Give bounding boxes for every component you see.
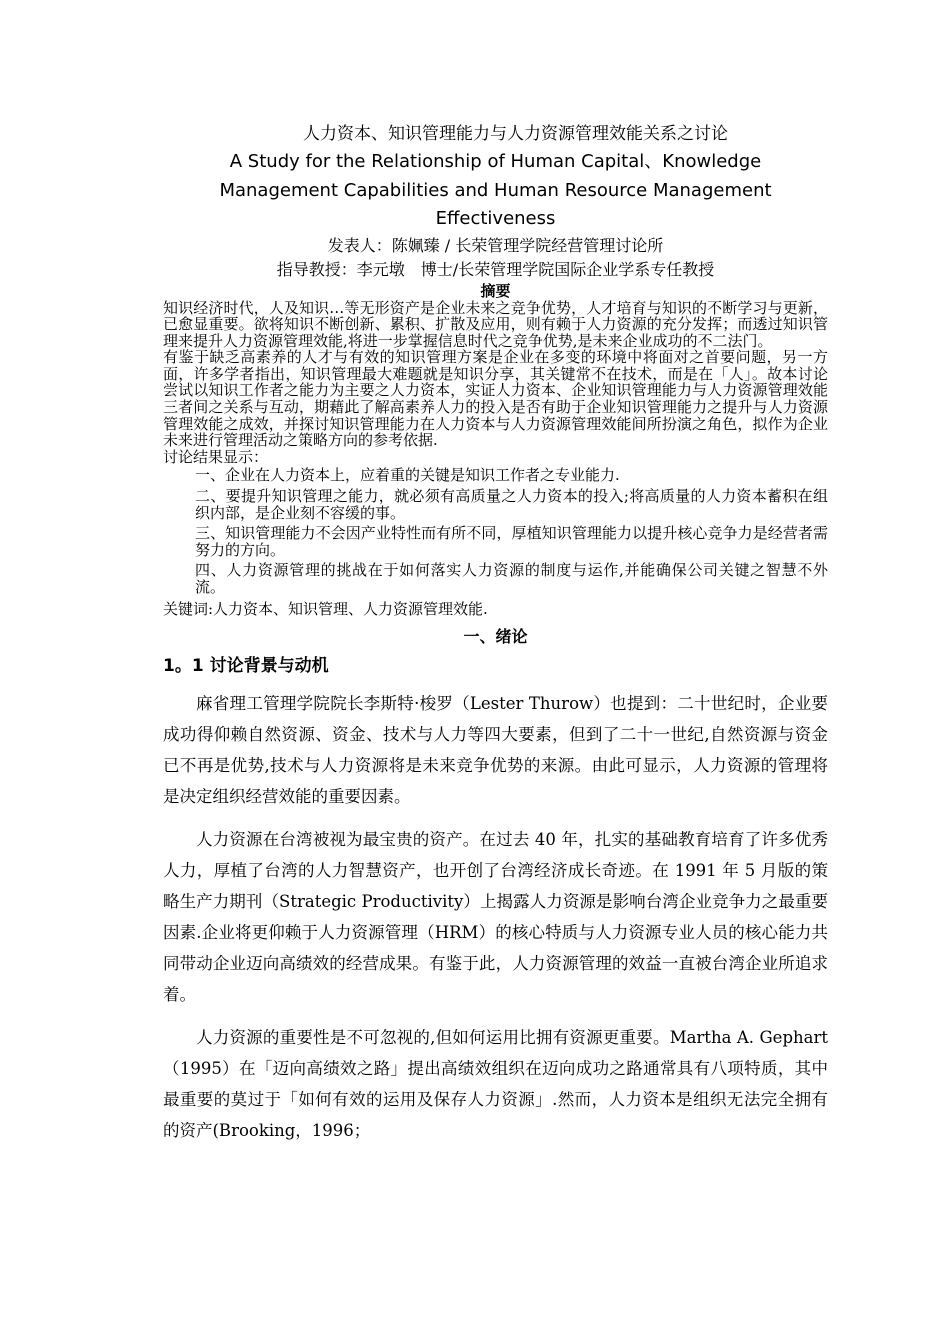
title-english-line-2: Management Capabilities and Human Resource Management: [219, 179, 772, 201]
title-english-line-3: Effectiveness: [435, 208, 556, 229]
result-item-3: 三、知识管理能力不会因产业特性而有所不同，厚植知识管理能力以提升核心竞争力是经营者需努力的方向。: [195, 524, 828, 559]
title-english-line-1: A Study for the Relationship of Human Capital、Knowledge: [229, 151, 762, 172]
section-heading-introduction: 一、绪论: [463, 626, 528, 646]
result-item-4: 四、人力资源管理的挑战在于如何落实人力资源的制度与运作,并能确保公司关键之智慧不外流。: [195, 561, 828, 596]
keywords: 关键词:人力资本、知识管理、人力资源管理效能.: [163, 599, 488, 618]
abstract-paragraph-2: 有鉴于缺乏高素养的人才与有效的知识管理方案是企业在多变的环境中将面对之首要问题，另一方面，许多学者指出，知识管理最大难题就是知识分享，其关键常不在技术，而是在「人」。故本讨论尝试以知识工作者之能力为主要之人力资本，实证人力资本、企业知识管理能力与人力资源管理效能三者间之关系与互动，期藉此了解高素养人力的投入是否有助于企业知识管理能力之提升与人力资源管理效能之成效，并探讨知识管理能力在人力资本与人力资源管理效能间所扮演之角色，拟作为企业未来进行管理活动之策略方向的参考依据.: [163, 348, 828, 450]
advisor-line: 指导教授：李元墩 博士/长荣管理学院国际企业学系专任教授: [276, 259, 715, 279]
body-paragraph-3: 人力资源的重要性是不可忽视的,但如何运用比拥有资源更重要。Martha A. Gephart（1995）在「迈向高绩效之路」提出高绩效组织在迈向成功之路通常具有八项特质，其中最重要的莫过于「如何有效的运用及保存人力资源」.然而，人力资本是组织无法完全拥有的资产(Brooking，1996；: [163, 1027, 828, 1140]
presenter-line: 发表人：陈姵臻 / 长荣管理学院经营管理讨论所: [327, 235, 664, 255]
result-item-1: 一、企业在人力资本上，应着重的关键是知识工作者之专业能力.: [195, 466, 620, 485]
subsection-heading-background: 1。1 讨论背景与动机: [163, 655, 329, 676]
results-label: 讨论结果显示：: [163, 447, 269, 466]
body-paragraph-2: 人力资源在台湾被视为最宝贵的资产。在过去 40 年，扎实的基础教育培育了许多优秀人力，厚植了台湾的人力智慧资产，也开创了台湾经济成长奇迹。在 1991 年 5 月版的策略生产力期刊（Strategic Productivity）上揭露人力资源是影响台湾企业竞争力之最重要因素.企业将更仰赖于人力资源管理（HRM）的核心特质与人力资源专业人员的核心能力共同带动企业迈向高绩效的经营成果。有鉴于此，人力资源管理的效益一直被台湾企业所追求着。: [163, 829, 828, 1004]
result-item-2: 二、要提升知识管理之能力，就必须有高质量之人力资本的投入;将高质量的人力资本蓄积在组织内部，是企业刻不容缓的事。: [195, 487, 828, 522]
document-page: [163, 120, 828, 1158]
title-chinese: 人力资本、知识管理能力与人力资源管理效能关系之讨论: [303, 124, 728, 144]
abstract-heading: 摘要: [480, 281, 511, 300]
body-paragraph-1: 麻省理工管理学院院长李斯特·梭罗（Lester Thurow）也提到：二十世纪时，企业要成功得仰赖自然资源、资金、技术与人力等四大要素，但到了二十一世纪,自然资源与资金已不再是优势,技术与人力资源将是未来竞争优势的来源。由此可显示，人力资源的管理将是决定组织经营效能的重要因素。: [163, 693, 828, 806]
abstract-paragraph-1: 知识经济时代，人及知识…等无形资产是企业未来之竞争优势，人才培育与知识的不断学习与更新，已愈显重要。欲将知识不断创新、累积、扩散及应用，则有赖于人力资源的充分发挥；而透过知识管理来提升人力资源管理效能,将进一步掌握信息时代之竞争优势,是未来企业成功的不二法门。: [163, 298, 828, 350]
